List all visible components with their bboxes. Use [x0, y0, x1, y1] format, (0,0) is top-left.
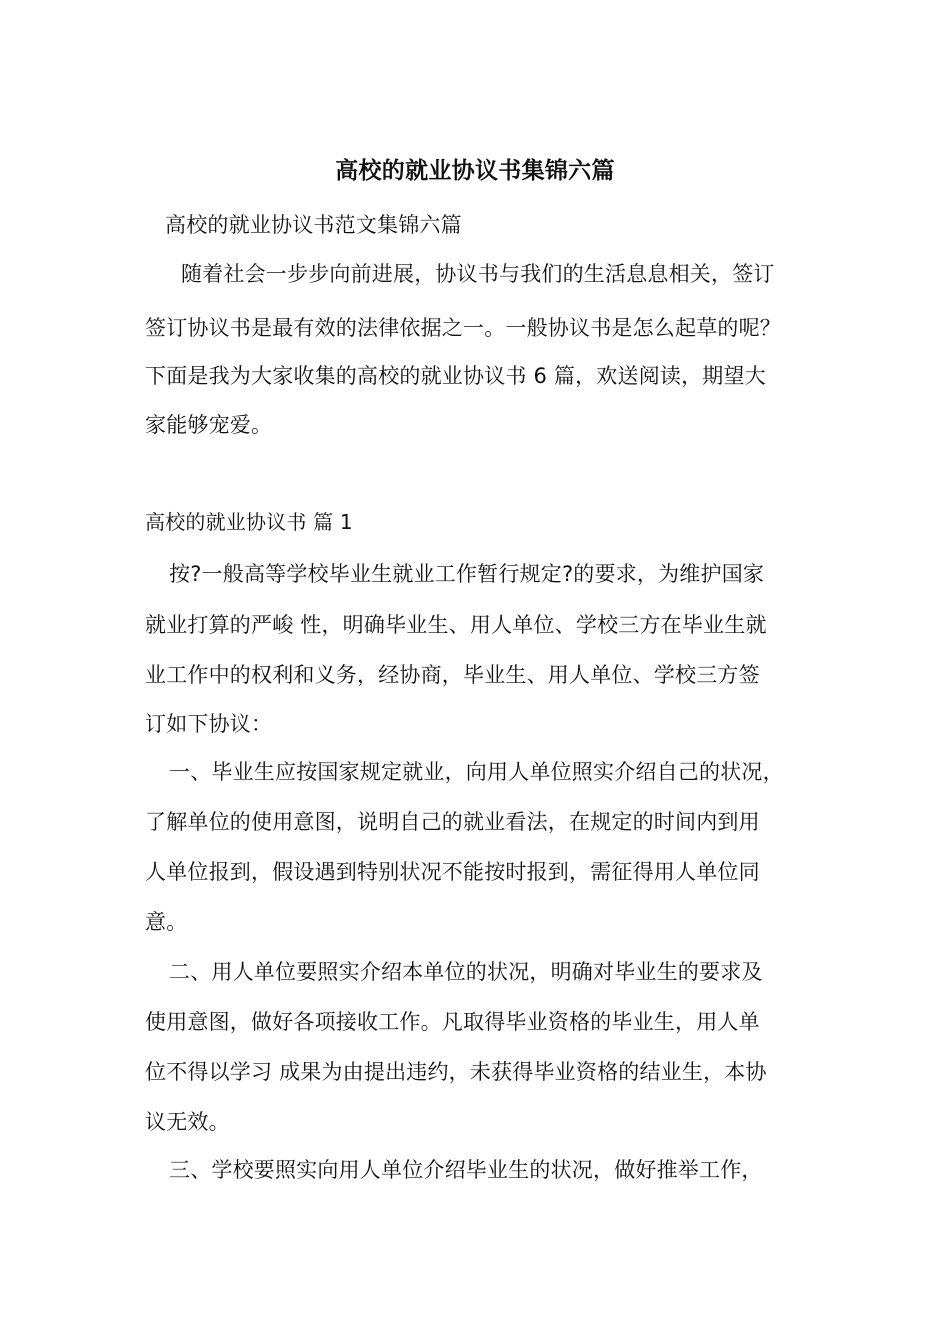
section-heading: 高校的就业协议书 篇 1 — [145, 510, 353, 534]
body-line: 了解单位的使用意图，说明自己的就业看法，在规定的时间内到用 — [145, 810, 760, 834]
document-subtitle: 高校的就业协议书范文集锦六篇 — [165, 213, 462, 237]
intro-line: 随着社会一步步向前进展，协议书与我们的生活息息相关，签订 — [181, 262, 775, 286]
body-line: 人单位报到，假设遇到特别状况不能按时报到，需征得用人单位同 — [145, 860, 760, 884]
body-line: 三、学校要照实向用人单位介绍毕业生的状况，做好推举工作， — [169, 1158, 763, 1182]
document-title: 高校的就业协议书集锦六篇 — [335, 158, 615, 184]
body-line: 就业打算的严峻 性，明确毕业生、用人单位、学校三方在毕业生就 — [145, 613, 767, 637]
body-line: 意。 — [145, 910, 188, 934]
intro-line: 家能够宠爱。 — [145, 413, 273, 437]
intro-line: 签订协议书是最有效的法律依据之一。一般协议书是怎么起草的呢？ — [145, 316, 781, 340]
body-line: 位不得以学习 成果为由提出违约，未获得毕业资格的结业生，本协 — [145, 1060, 767, 1084]
intro-line: 下面是我为大家收集的高校的就业协议书 6 篇，欢送阅读，期望大 — [145, 364, 766, 388]
body-line: 业工作中的权利和义务，经协商，毕业生、用人单位、学校三方签 — [145, 663, 760, 687]
body-line: 按?一般高等学校毕业生就业工作暂行规定?的要求，为维护国家 — [169, 562, 765, 586]
body-line: 议无效。 — [145, 1110, 230, 1134]
body-line: 使用意图，做好各项接收工作。凡取得毕业资格的毕业生，用人单 — [145, 1010, 760, 1034]
body-line: 订如下协议： — [145, 712, 273, 736]
body-line: 一、毕业生应按国家规定就业，向用人单位照实介绍自己的状况， — [169, 760, 784, 784]
body-line: 二、用人单位要照实介绍本单位的状况，明确对毕业生的要求及 — [169, 960, 763, 984]
